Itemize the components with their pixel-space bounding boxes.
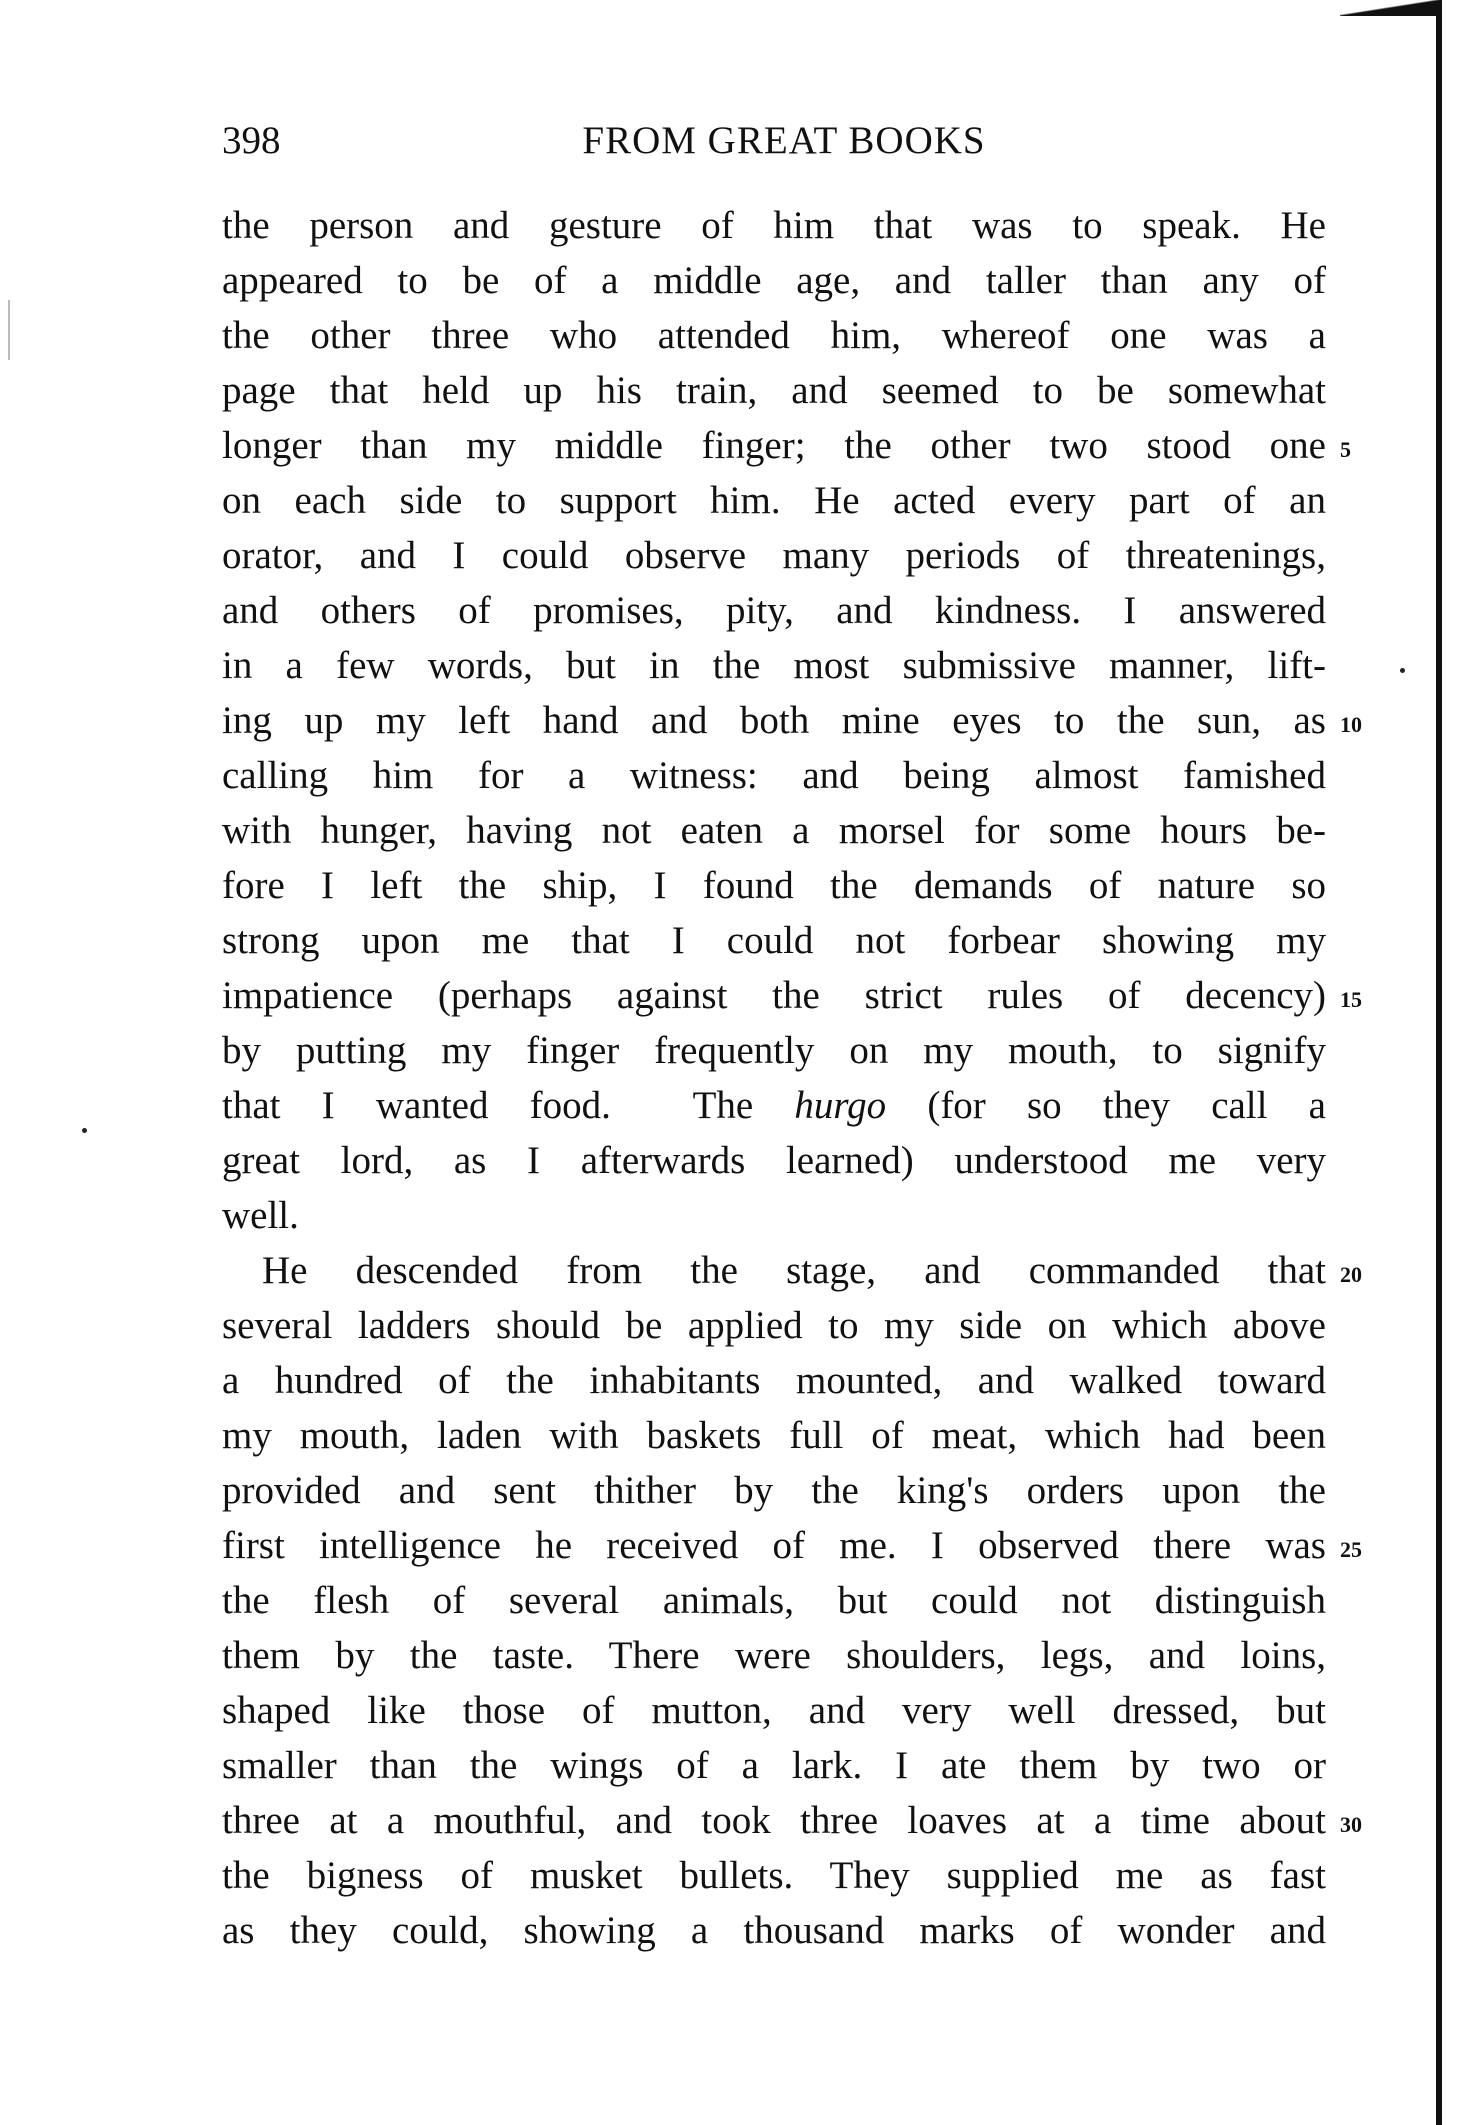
text-line bbox=[222, 1903, 1326, 1958]
text-line bbox=[222, 1243, 1362, 1298]
line-number: 25 bbox=[1340, 1537, 1362, 1562]
line-text: orator, and I could observe many periods of threatenings, bbox=[222, 534, 1326, 577]
line-text: smaller than the wings of a lark. I ate them by two or bbox=[222, 1744, 1326, 1787]
text-line bbox=[222, 858, 1326, 913]
line-text: as they could, showing a thousand marks of wonder and bbox=[222, 1909, 1326, 1952]
line-text: the other three who attended him, whereof one was a bbox=[222, 314, 1326, 357]
line-number: 30 bbox=[1340, 1812, 1362, 1837]
text-line bbox=[222, 1188, 1326, 1243]
line-text: and others of promises, pity, and kindness. I answered bbox=[222, 589, 1326, 632]
line-text: longer than my middle finger; the other two stood one bbox=[222, 424, 1326, 467]
text-line bbox=[222, 1463, 1326, 1518]
line-text: the person and gesture of him that was to speak. He bbox=[222, 204, 1326, 247]
line-segment: hurgo bbox=[794, 1084, 887, 1127]
scan-margin-mark bbox=[8, 300, 10, 360]
running-title: FROM GREAT BOOKS bbox=[582, 119, 986, 162]
text-line bbox=[222, 583, 1326, 638]
line-number: 10 bbox=[1340, 712, 1362, 737]
text-line bbox=[222, 1628, 1326, 1683]
text-line bbox=[222, 308, 1326, 363]
line-number: 15 bbox=[1340, 987, 1362, 1012]
line-text: He descended from the stage, and commanded that bbox=[262, 1249, 1326, 1292]
line-segment: that I wanted food. The bbox=[222, 1084, 795, 1127]
line-text: calling him for a witness: and being almost famished bbox=[222, 754, 1326, 797]
line-text: strong upon me that I could not forbear showing my bbox=[222, 919, 1326, 962]
line-text: great lord, as I afterwards learned) understood me very bbox=[222, 1139, 1326, 1182]
text-line bbox=[222, 693, 1362, 748]
page-edge-rule bbox=[1436, 14, 1442, 2125]
line-text: by putting my finger frequently on my mouth, to signify bbox=[222, 1029, 1326, 1072]
line-text: with hunger, having not eaten a morsel for some hours be- bbox=[222, 809, 1326, 852]
text-line bbox=[222, 418, 1351, 473]
text-line bbox=[222, 1133, 1326, 1188]
line-text: well. bbox=[222, 1194, 299, 1237]
text-line bbox=[222, 253, 1326, 308]
text-line bbox=[222, 748, 1326, 803]
line-text: appeared to be of a middle age, and taller than any of bbox=[222, 259, 1326, 302]
line-text: impatience (perhaps against the strict rules of decency) bbox=[222, 974, 1326, 1017]
scan-speck bbox=[82, 1128, 87, 1133]
text-line bbox=[222, 913, 1326, 968]
line-segment: (for so they call a bbox=[886, 1084, 1326, 1127]
text-line bbox=[222, 1793, 1362, 1848]
line-text: them by the taste. There were shoulders, legs, and loins, bbox=[222, 1634, 1326, 1677]
text-line bbox=[222, 1078, 1326, 1133]
body-text bbox=[222, 198, 1362, 1958]
page-number: 398 bbox=[222, 119, 281, 162]
text-line bbox=[222, 1573, 1326, 1628]
line-text: three at a mouthful, and took three loaves at a time about bbox=[222, 1799, 1326, 1842]
line-text: several ladders should be applied to my side on which above bbox=[222, 1304, 1326, 1347]
line-text: shaped like those of mutton, and very well dressed, but bbox=[222, 1689, 1326, 1732]
text-line bbox=[222, 968, 1362, 1023]
line-text: the flesh of several animals, but could not distinguish bbox=[222, 1579, 1326, 1622]
text-line bbox=[222, 1023, 1326, 1078]
line-text: on each side to support him. He acted every part of an bbox=[222, 479, 1326, 522]
text-line bbox=[222, 638, 1326, 693]
text-line bbox=[222, 528, 1326, 583]
text-line bbox=[222, 1298, 1326, 1353]
line-text: in a few words, but in the most submissive manner, lift- bbox=[222, 644, 1326, 687]
text-line bbox=[222, 198, 1326, 253]
page-edge-corner bbox=[1340, 0, 1442, 16]
line-text: ing up my left hand and both mine eyes to the sun, as bbox=[222, 699, 1326, 742]
line-number: 20 bbox=[1340, 1262, 1362, 1287]
text-line bbox=[222, 473, 1326, 528]
line-text: provided and sent thither by the king's orders upon the bbox=[222, 1469, 1326, 1512]
line-text: the bigness of musket bullets. They supplied me as fast bbox=[222, 1854, 1326, 1897]
line-number: 5 bbox=[1340, 437, 1351, 462]
text-line bbox=[222, 1408, 1326, 1463]
text-line bbox=[222, 1353, 1326, 1408]
line-text: a hundred of the inhabitants mounted, and walked toward bbox=[222, 1359, 1326, 1402]
line-text: page that held up his train, and seemed to be somewhat bbox=[222, 369, 1326, 412]
line-text: first intelligence he received of me. I observed there was bbox=[222, 1524, 1326, 1567]
text-line bbox=[222, 1683, 1326, 1738]
text-line bbox=[222, 1848, 1326, 1903]
scan-speck bbox=[1400, 668, 1405, 673]
text-line bbox=[222, 1518, 1362, 1573]
text-line bbox=[222, 363, 1326, 418]
line-text: my mouth, laden with baskets full of meat, which had been bbox=[222, 1414, 1326, 1457]
page-header bbox=[222, 118, 1326, 168]
text-line bbox=[222, 1738, 1326, 1793]
line-text: fore I left the ship, I found the demands of nature so bbox=[222, 864, 1326, 907]
text-line bbox=[222, 803, 1326, 858]
